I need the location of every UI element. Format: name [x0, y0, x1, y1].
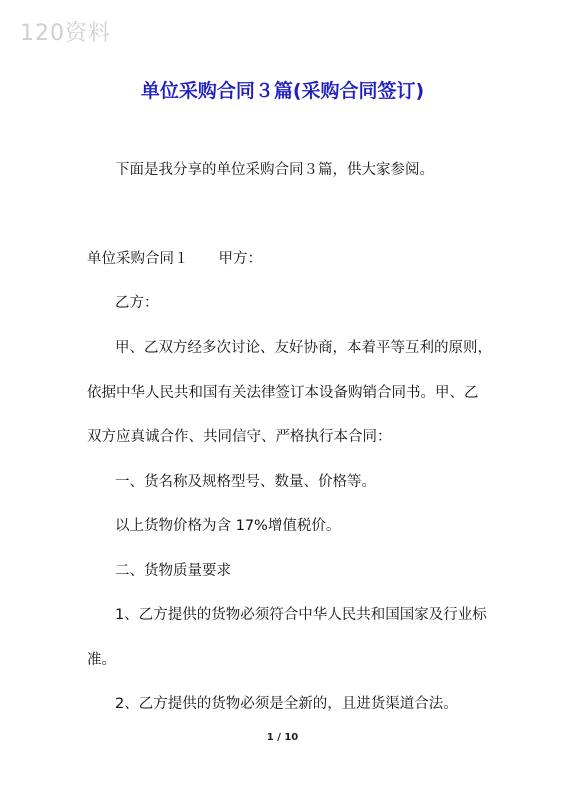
- watermark: 120资料: [20, 21, 111, 46]
- document-title: 单位采购合同３篇(采购合同签订): [140, 80, 425, 102]
- price-note: 以上货物价格为含 17%增值税价。: [115, 518, 341, 534]
- requirement2-text: 2、乙方提供的货物必须是全新的，且进货渠道合法。: [115, 696, 458, 712]
- paragraph1-line2: 依据中华人民共和国有关法律签订本设备购销合同书。甲、乙: [87, 385, 479, 401]
- requirement1-line1: 1、乙方提供的货物必须符合中华人民共和国国家及行业标: [115, 607, 487, 623]
- paragraph1-line1: 甲、乙双方经多次讨论、友好协商，本着平等互利的原则，: [115, 340, 492, 356]
- requirement1-line2: 准。: [87, 652, 116, 668]
- page-number: 1 / 10: [266, 732, 299, 743]
- item1-text: 一、货名称及规格型号、数量、价格等。: [115, 474, 376, 490]
- intro-text: 下面是我分享的单位采购合同３篇，供大家参阅。: [115, 162, 434, 178]
- contract-heading-row: [87, 249, 262, 269]
- paragraph1-line3: 双方应真诚合作、共同信守、严格执行本合同：: [87, 429, 392, 445]
- contract-heading: 单位采购合同１: [87, 251, 189, 267]
- item2-heading: 二、货物质量要求: [115, 563, 231, 579]
- party-a-label: 甲方：: [218, 251, 262, 267]
- party-b-label: 乙方：: [115, 295, 159, 311]
